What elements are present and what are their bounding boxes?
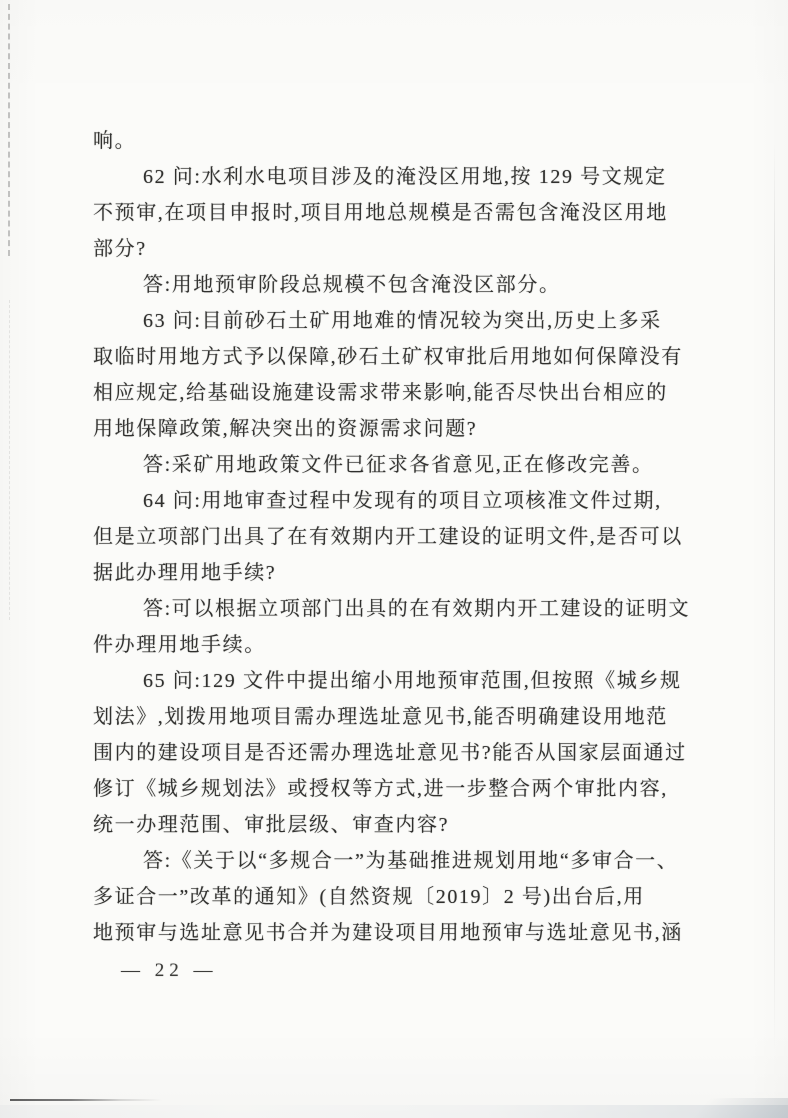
- question-62-line-1: 62 问:水利水电项目涉及的淹没区用地,按 129 号文规定: [143, 166, 667, 188]
- scan-artifact-right-edge-line: [774, 140, 775, 1050]
- answer-63-line-1: 答:采矿用地政策文件已征求各省意见,正在修改完善。: [143, 454, 654, 476]
- question-65-line-1: 65 问:129 文件中提出缩小用地预审范围,但按照《城乡规: [143, 670, 682, 692]
- question-62-line-3: 部分?: [93, 238, 147, 260]
- question-62-line-2: 不预审,在项目申报时,项目用地总规模是否需包含淹没区用地: [93, 202, 668, 224]
- answer-62-line-1: 答:用地预审阶段总规模不包含淹没区部分。: [143, 274, 561, 296]
- question-65-line-2: 划法》,划拨用地项目需办理选址意见书,能否明确建设用地范: [93, 706, 668, 728]
- question-64-line-1: 64 问:用地审查过程中发现有的项目立项核准文件过期,: [143, 490, 662, 512]
- scan-artifact-bottom-right-smudge: [658, 1098, 788, 1118]
- document-body: [93, 123, 703, 951]
- question-64-line-2: 但是立项部门出具了在有效期内开工建设的证明文件,是否可以: [93, 526, 683, 548]
- answer-65-line-1: 答:《关于以“多规合一”为基础推进规划用地“多审合一、: [143, 850, 679, 872]
- question-63-line-4: 用地保障政策,解决突出的资源需求问题?: [93, 418, 478, 440]
- scan-artifact-bottom-left-line: [10, 1099, 162, 1101]
- question-64-line-3: 据此办理用地手续?: [93, 562, 277, 584]
- question-65-line-3: 围内的建设项目是否还需办理选址意见书?能否从国家层面通过: [93, 742, 687, 764]
- scan-artifact-left-dashed-line: [8, 4, 10, 256]
- question-65-line-5: 统一办理范围、审批层级、审查内容?: [93, 814, 450, 836]
- answer-64-line-1: 答:可以根据立项部门出具的在有效期内开工建设的证明文: [143, 598, 691, 620]
- answer-65-line-3: 地预审与选址意见书合并为建设项目用地预审与选址意见书,涵: [93, 922, 683, 944]
- scan-artifact-left-faint-line: [9, 300, 10, 620]
- question-63-line-3: 相应规定,给基础设施建设需求带来影响,能否尽快出台相应的: [93, 382, 668, 404]
- question-65-line-4: 修订《城乡规划法》或授权等方式,进一步整合两个审批内容,: [93, 778, 668, 800]
- paragraph-tail-line-1: 响。: [93, 130, 137, 152]
- answer-65-line-2: 多证合一”改革的通知》(自然资规〔2019〕2 号)出台后,用: [93, 886, 645, 908]
- answer-64-line-2: 件办理用地手续。: [93, 634, 266, 656]
- page-number: — 22 —: [121, 960, 218, 981]
- question-63-line-2: 取临时用地方式予以保障,砂石土矿权审批后用地如何保障没有: [93, 346, 683, 368]
- question-63-line-1: 63 问:目前砂石土矿用地难的情况较为突出,历史上多采: [143, 310, 662, 332]
